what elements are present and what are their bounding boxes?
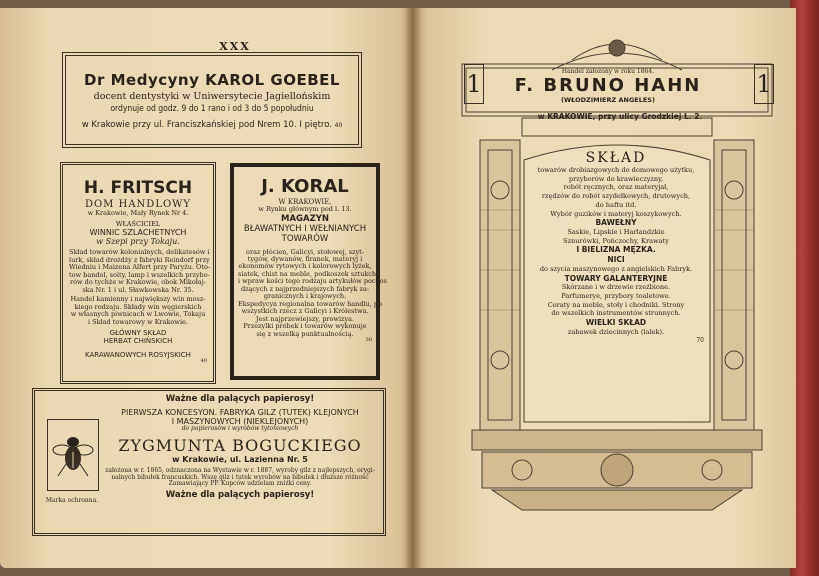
fritsch-line7: Skład towarów kolonialnych, delikatesów i [69,248,210,257]
hahn-num: 70 [696,336,704,344]
hahn-b3: robót ręcznych, oraz materyjał, [563,183,669,192]
boguckiego-small2: nalnych bibułek francuskich. Wszę gilz i tutek wyrobów na bibułek i dłuższe różność [111,473,369,481]
hahn-sub: (WŁODZIMIERZ ANGELES) [561,96,655,104]
koral-body6: dzących z najprzedniejszych fabryk za- [240,284,370,293]
hahn-sklad: SKŁAD [585,150,647,166]
koral-body7: granicznych i krajowych. [263,292,347,301]
koral-line4: MAGAZYN [280,214,330,225]
fritsch-line16: i Skład towarowy w Krakowie. [88,317,188,326]
hahn-address: w KRAKOWIE, przy ulicy Grodzkiej L. 2. [537,112,703,121]
frame-number-right: 1 [754,64,774,104]
hahn-b5: do haftu itd. [595,200,637,209]
koral-body1: oraz płócien, Galicyi, stołowej, szyt- [246,247,364,256]
hahn-title-block [488,68,728,104]
hahn-b8: Saskie, Lipskie i Harlandzkie [567,227,665,236]
fritsch-num: 40 [200,358,207,365]
hahn-body [528,150,704,418]
hahn-b19: zabawek dziecinnych (lalek). [567,327,665,336]
hahn-top: Handel założony w roku 1864. [561,68,655,75]
koral-body10: Jest najprzewiejszy, prowizya. [255,314,355,323]
boguckiego-big: ZYGMUNTA BOGUCKIEGO [118,436,362,456]
hahn-b1: towarów drobiazgowych do domowego użytku, [537,166,695,174]
goebel-line3: ordynuje od godz. 9 do 1 rano i od 3 do 5 popołudniu [110,104,314,115]
page-number: XXX [219,40,251,53]
hahn-b18: WIELKI SKŁAD [585,318,647,328]
hahn-b7: BAWEŁNY [595,218,637,228]
fritsch-line4: WŁAŚCICIEL [115,219,161,228]
bee-trademark-icon [47,419,99,491]
boguckiego-warn-bottom: Ważne dla palących papierosy! [165,490,315,501]
fritsch-line10: tow bandol, soity, lamp i wszelkich przybo- [69,270,210,279]
boguckiego-line1: PIERWSZA KONCESYON. FABRYKA GILZ (TUTEK) KLEJONYCH [121,407,359,417]
boguckiego-text [105,395,375,529]
hahn-b13: TOWARY GALANTERYJNE [564,273,668,283]
koral-body12: się z wszelką punktualnością. [256,329,354,338]
fritsch-line9: Wiedniu i Maizena Alfert przy Paryżu. Oto- [69,263,211,272]
ad-boguckiego [32,388,386,536]
koral-line5: BŁAWATNYCH I WEŁNIANYCH [243,223,367,234]
hahn-b4: rzędzów do robót szydełkowych, drutowych, [541,192,691,201]
koral-title: J. KORAL [261,176,349,197]
fritsch-title: H. FRITSCH [83,178,193,198]
koral-line6: TOWARÓW [281,233,329,244]
koral-body2: tygów, dywanów, firanek, materyj i [247,254,363,263]
boguckiego-addr: w Krakowie, ul. Lazienna Nr. 5 [172,455,308,465]
hahn-b9: Sznurówki, Pończochy, Krawaty [562,236,669,245]
boguckiego-small1: założona w r. 1865, odznaczona na Wystawie w r. 1887, wyroby gilz z najlepszych, orygi- [105,466,375,474]
fritsch-line13: Handel kamienny i największy win mosz- [70,295,206,304]
fritsch-line5: WINNIC SZLACHETNYCH [89,227,187,237]
fritsch-line15: w własnych piwnicach w Lwowie, Tokaju [70,310,206,319]
koral-body5: i wpraw kości tego rodzaju artykułów pochos [238,277,387,286]
fritsch-line17: GŁÓWNY SKŁAD [109,329,167,338]
goebel-line2: docent dentystyki w Uniwersytecie Jagiellońskim [93,91,331,103]
bee-caption: Marka ochronna. [45,497,99,504]
fritsch-line12: ska Nr. 1 i ul. Sławkowska Nr. 35. [82,285,194,294]
hahn-b14: Skórzane i w drzewie rzeźbione. [561,283,671,292]
boguckiego-line2: I MASZYNOWYCH (NIEKLEJONYCH) [171,416,309,426]
koral-body3: ekonomów rytowych i kolorowych lyżek, [238,262,372,271]
koral-body9: wszystkich rzecz z Galicyi i Królestwa. [241,307,369,316]
fritsch-line19: KARAWANOWYCH ROSYJSKICH [85,351,191,360]
fritsch-line2: DOM HANDLOWY [84,198,192,210]
boguckiego-small3: Zamawiający PP. Kupców udzielam zniżki ceny. [168,480,312,488]
goebel-address: w Krakowie przy ul. Franciszkańskiej pod Nrem 10. I piętro. [81,119,332,130]
fritsch-line6: w Szepi przy Tokaju. [96,237,180,247]
fritsch-line14: kiego rodzaju. Składy win węgierskich [74,302,202,311]
koral-line3: W KRAKOWIE, [278,197,332,206]
hahn-b12: do szycia maszynowego z angielskich Fabryk. [539,264,693,273]
boguckiego-warn-top: Ważne dla palących papierosy! [165,394,315,404]
ad-goebel [62,52,362,148]
hahn-b15: Parfumerye, przybory toaletowe. [561,292,671,301]
ad-fritsch [60,162,216,384]
fritsch-line3: w Krakowie, Mały Rynek Nr 4. [87,209,189,218]
hahn-b16: Ceraty na meble, stoły i chodniki. Strony [547,300,685,309]
hahn-b17: do wszelkich instrumentów strunnych. [551,309,681,318]
koral-body8: Ekspedycya regionalna towarów handlu, po [238,299,382,308]
hahn-b10: I BIELIZNA MĘZKA. [576,245,656,255]
fritsch-line18: HERBAT CHIŃSKICH [103,337,173,346]
hahn-name: F. BRUNO HAHN [514,75,702,96]
frame-number-left: 1 [464,64,484,104]
book-gutter [404,8,422,568]
goebel-title: Dr Medycyny KAROL GOEBEL [84,71,340,89]
koral-num: 30 [365,337,372,344]
boguckiego-line3: do papierosów i wyrobów tytoniowych [181,425,299,433]
hahn-b2: przyborów do krawieczyzny, [568,174,664,183]
koral-line2: w Rynku głównym pod l. 13. [258,204,352,213]
goebel-line4 [72,121,352,131]
hahn-b11: NICI [607,255,625,265]
goebel-num: 40 [334,121,343,129]
fritsch-line8: lurk, skład drożdży z fabryki Reindorf przy [69,255,210,264]
fritsch-line11: rów do tychże w Krakowie, obok Mikołaj- [70,278,206,287]
hahn-b6: Wybór guzików i materyj koszykowych. [550,209,682,218]
ad-koral [230,163,387,380]
koral-body11: Przezylki próbek i towarów wykonuje [243,322,367,331]
koral-body4: siatek, chist na meble, podkoszek sztukch [238,269,377,278]
